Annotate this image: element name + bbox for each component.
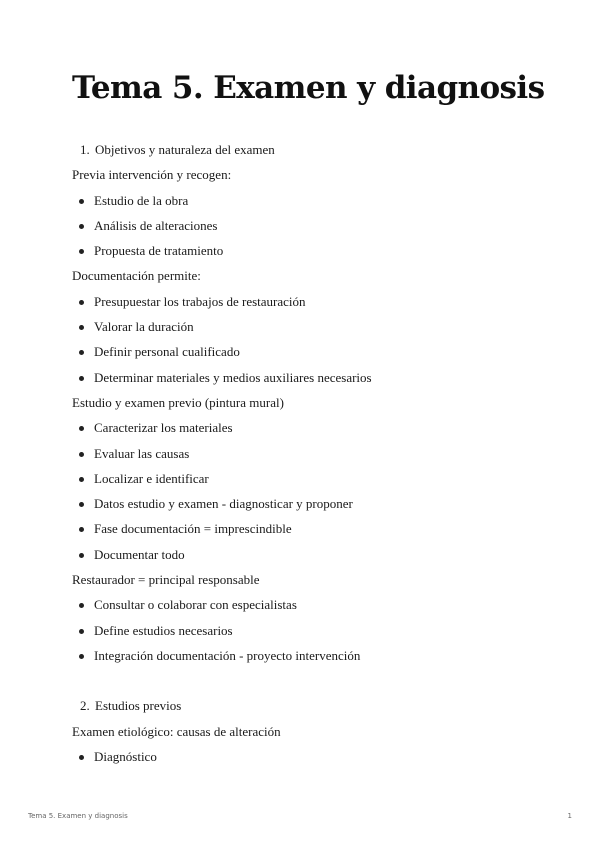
bullet-icon <box>79 527 84 532</box>
bullet-icon <box>79 325 84 330</box>
bullet-icon <box>79 224 84 229</box>
section-number: 2. <box>80 698 90 714</box>
bullet-icon <box>79 300 84 305</box>
list-item: Integración documentación - proyecto intervención <box>72 646 542 671</box>
list-item: Propuesta de tratamiento <box>72 241 542 266</box>
footer-title: Tema 5. Examen y diagnosis <box>28 812 128 820</box>
list-item: Consultar o colaborar con especialistas <box>72 595 542 620</box>
list-item: Localizar e identificar <box>72 469 542 494</box>
bullet-icon <box>79 199 84 204</box>
list-item: Estudio de la obra <box>72 191 542 216</box>
list-item: Presupuestar los trabajos de restauración <box>72 292 542 317</box>
document-body <box>72 140 542 772</box>
bullet-icon <box>79 629 84 634</box>
list-item: Fase documentación = imprescindible <box>72 519 542 544</box>
list-item: Diagnóstico <box>72 747 542 772</box>
bullet-icon <box>79 603 84 608</box>
bullet-icon <box>79 477 84 482</box>
paragraph-lead: Estudio y examen previo (pintura mural) <box>72 394 284 410</box>
bullet-icon <box>79 452 84 457</box>
bullet-icon <box>79 502 84 507</box>
paragraph-lead: Documentación permite: <box>72 268 201 284</box>
section-number: 1. <box>80 142 90 157</box>
list-item: Datos estudio y examen - diagnosticar y proponer <box>72 494 542 519</box>
bullet-icon <box>79 654 84 659</box>
list-item: Valorar la duración <box>72 317 542 342</box>
page-title: Tema 5. Examen y diagnosis <box>72 70 545 106</box>
list-item: Definir personal cualificado <box>72 342 542 367</box>
list-item: Define estudios necesarios <box>72 621 542 646</box>
paragraph-lead: Restaurador = principal responsable <box>72 572 260 588</box>
bullet-icon <box>79 426 84 431</box>
page-number: 1 <box>567 812 572 820</box>
section-heading <box>72 140 542 165</box>
bullet-icon <box>79 249 84 254</box>
list-item: Determinar materiales y medios auxiliares necesarios <box>72 368 542 393</box>
bullet-icon <box>79 376 84 381</box>
section-spacer <box>72 671 542 696</box>
bullet-icon <box>79 553 84 558</box>
bullet-icon <box>79 755 84 760</box>
list-item: Análisis de alteraciones <box>72 216 542 241</box>
bullet-icon <box>79 350 84 355</box>
list-item: Caracterizar los materiales <box>72 418 542 443</box>
list-item: Documentar todo <box>72 545 542 570</box>
paragraph-lead: Examen etiológico: causas de alteración <box>72 723 281 739</box>
list-item: Evaluar las causas <box>72 444 542 469</box>
section-heading-text: Objetivos y naturaleza del examen <box>95 142 275 157</box>
section-heading-text: Estudios previos <box>95 698 182 714</box>
paragraph-lead: Previa intervención y recogen: <box>72 167 232 183</box>
section-heading <box>72 696 542 721</box>
